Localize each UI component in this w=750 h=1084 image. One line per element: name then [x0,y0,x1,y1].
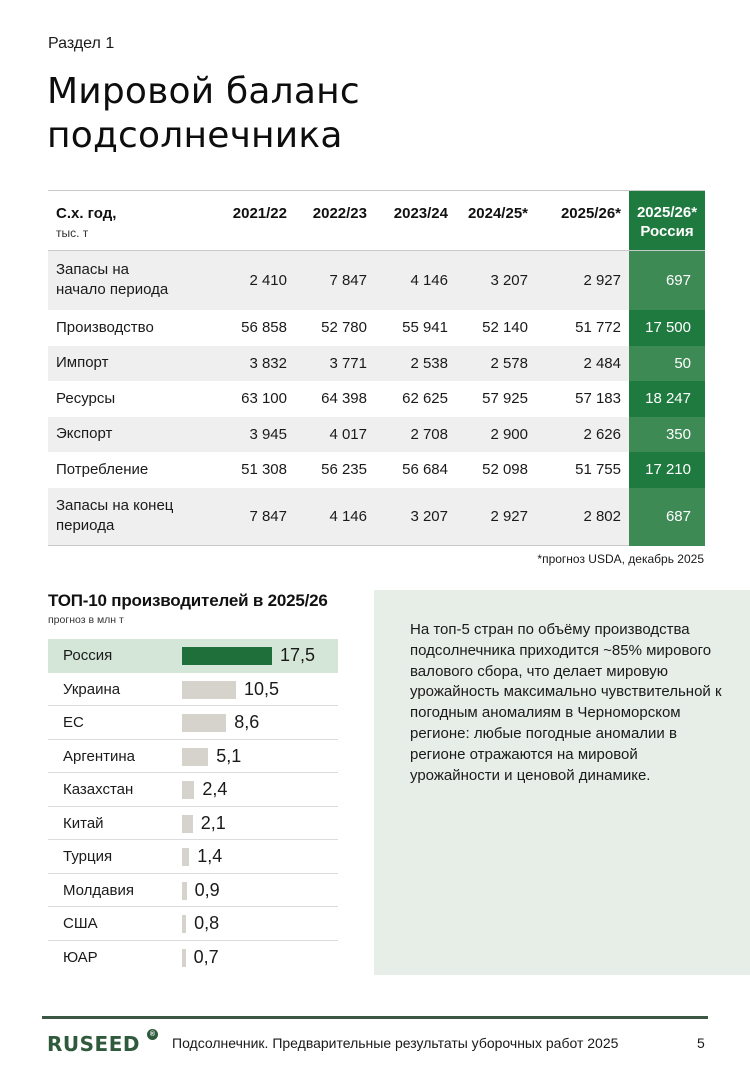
chart-bar [182,647,272,665]
table-cell: 64 398 [321,390,367,407]
chart-row [48,673,338,707]
russia-cell: 17 210 [629,452,705,488]
table-header-label [48,191,210,251]
chart-subtitle: прогноз в млн т [48,614,124,626]
table-cell: 2 484 [536,346,629,381]
chart-value-label: 0,7 [193,946,219,967]
chart-category-label: Украина [63,680,121,698]
footer-divider [42,1016,708,1019]
balance-table [48,190,705,546]
table-cell: 52 140 [482,319,528,336]
table-footnote: *прогноз USDA, декабрь 2025 [537,552,704,566]
table-cell: 2 538 [375,346,456,381]
table-cell: 52 780 [321,319,367,336]
chart-bar [182,681,236,699]
table-cell: 3 771 [295,346,375,381]
table-row [48,488,705,546]
chart-category-label: Молдавия [63,881,134,899]
russia-cell: 697 [629,251,705,310]
chart-bar [182,714,226,732]
info-panel-text: На топ-5 стран по объёму производства подсолнечника приходится ~85% мирового валового сбора, что делает мировую урожайность максимально чувствительной к погодным аномалиям в Черноморском регионе: любые погодные аномалии в регионе отражаются на мировой урожайности и ценовой динамике. [410,621,722,784]
table-cell: 56 858 [241,319,287,336]
chart-row [48,807,338,841]
chart-row [48,907,338,941]
table-cell: 2 802 [536,488,629,546]
info-panel [374,590,750,975]
russia-column-header [629,191,705,251]
page-title-line-2: подсолнечника [47,115,343,156]
chart-value-label: 5,1 [216,745,242,766]
row-label: Производство [56,318,154,336]
chart-bar [182,949,186,967]
table-cell: 3 832 [210,346,295,381]
table-cell: 3 207 [375,488,456,546]
table-row [48,417,705,452]
chart-category-label: Аргентина [63,747,135,765]
page-number: 5 [697,1035,705,1051]
chart-row [48,874,338,908]
table-row [48,346,705,381]
russia-cell: 17 500 [629,310,705,346]
table-cell: 3 945 [210,417,295,452]
table-cell: 7 847 [295,251,375,310]
table-cell: 4 146 [375,251,456,310]
chart-bar [182,781,194,799]
chart-category-label: Китай [63,814,104,832]
row-label: Экспорт [48,417,210,452]
table-cell: 2 410 [210,251,295,310]
table-cell: 52 098 [482,461,528,478]
chart-row [48,941,338,975]
footer-document-title: Подсолнечник. Предварительные результаты уборочных работ 2025 [172,1035,619,1051]
column-header: 2021/22 [210,191,295,251]
table-row [48,310,705,346]
table-cell: 51 755 [575,461,621,478]
table-cell: 62 625 [402,390,448,407]
section-label: Раздел 1 [48,35,115,52]
table-cell: 3 207 [456,251,536,310]
chart-row [48,773,338,807]
chart-bar [182,815,193,833]
chart-value-label: 0,8 [194,913,220,933]
registered-mark-icon: ® [147,1029,158,1040]
chart-value-label: 10,5 [244,678,280,699]
russia-column-country: Россия [640,223,694,240]
table-cell: 2 927 [456,488,536,546]
chart-bar [182,748,208,766]
table-cell: 56 235 [321,461,367,478]
chart-bar [182,915,186,933]
header-label-unit: тыс. т [56,226,89,240]
table-cell: 63 100 [241,390,287,407]
chart-row [48,840,338,874]
chart-title: ТОП-10 производителей в 2025/26 [48,591,328,610]
ruseed-logo: RUSEED [47,1032,140,1056]
table-cell: 51 772 [575,319,621,336]
russia-cell: 50 [629,346,705,381]
chart-value-label: 8,6 [234,712,260,732]
table-row [48,452,705,488]
chart-value-label: 0,9 [194,879,220,900]
table-cell: 2 900 [456,417,536,452]
chart-value-label: 2,1 [200,812,226,833]
header-label-main: С.х. год, [56,205,117,222]
table-cell: 51 308 [241,461,287,478]
chart-category-label: Россия [63,647,113,664]
chart-row [48,639,338,673]
chart-category-label: ЕС [63,714,84,731]
chart-bar [182,848,189,866]
table-row [48,381,705,417]
table-cell: 4 017 [295,417,375,452]
table-cell: 2 578 [456,346,536,381]
chart-value-label: 2,4 [202,779,228,799]
table-cell: 55 941 [402,319,448,336]
table-cell: 57 183 [575,390,621,407]
chart-row [48,740,338,774]
chart-row [48,706,338,740]
chart-value-label: 17,5 [280,645,316,665]
table-cell: 7 847 [210,488,295,546]
top10-bar-chart [48,639,338,974]
chart-category-label: ЮАР [63,948,98,966]
column-header: 2023/24 [375,191,456,251]
column-header: 2024/25* [456,191,536,251]
russia-column-year: 2025/26* [636,204,698,221]
table-cell: 4 146 [295,488,375,546]
table-row [48,251,705,310]
russia-cell: 18 247 [629,381,705,417]
table-cell: 2 708 [375,417,456,452]
table-cell: 56 684 [402,461,448,478]
russia-cell: 350 [629,417,705,452]
table-cell: 2 626 [536,417,629,452]
page-title-line-1: Мировой баланс [47,71,360,112]
column-header: 2022/23 [295,191,375,251]
row-label: Запасы на начало периода [48,251,210,310]
chart-category-label: Казахстан [63,781,134,798]
table-cell: 57 925 [482,390,528,407]
chart-category-label: США [63,915,98,932]
row-label: Потребление [56,460,149,478]
table-header-row [48,191,705,251]
row-label: Импорт [48,346,210,381]
table-cell: 2 927 [536,251,629,310]
russia-cell: 687 [629,488,705,546]
chart-category-label: Турция [63,848,113,865]
row-label: Ресурсы [56,389,116,407]
chart-value-label: 1,4 [197,846,223,866]
row-label: Запасы на конец периода [48,488,210,546]
chart-bar [182,882,187,900]
column-header: 2025/26* [536,191,629,251]
page-title [47,70,360,158]
